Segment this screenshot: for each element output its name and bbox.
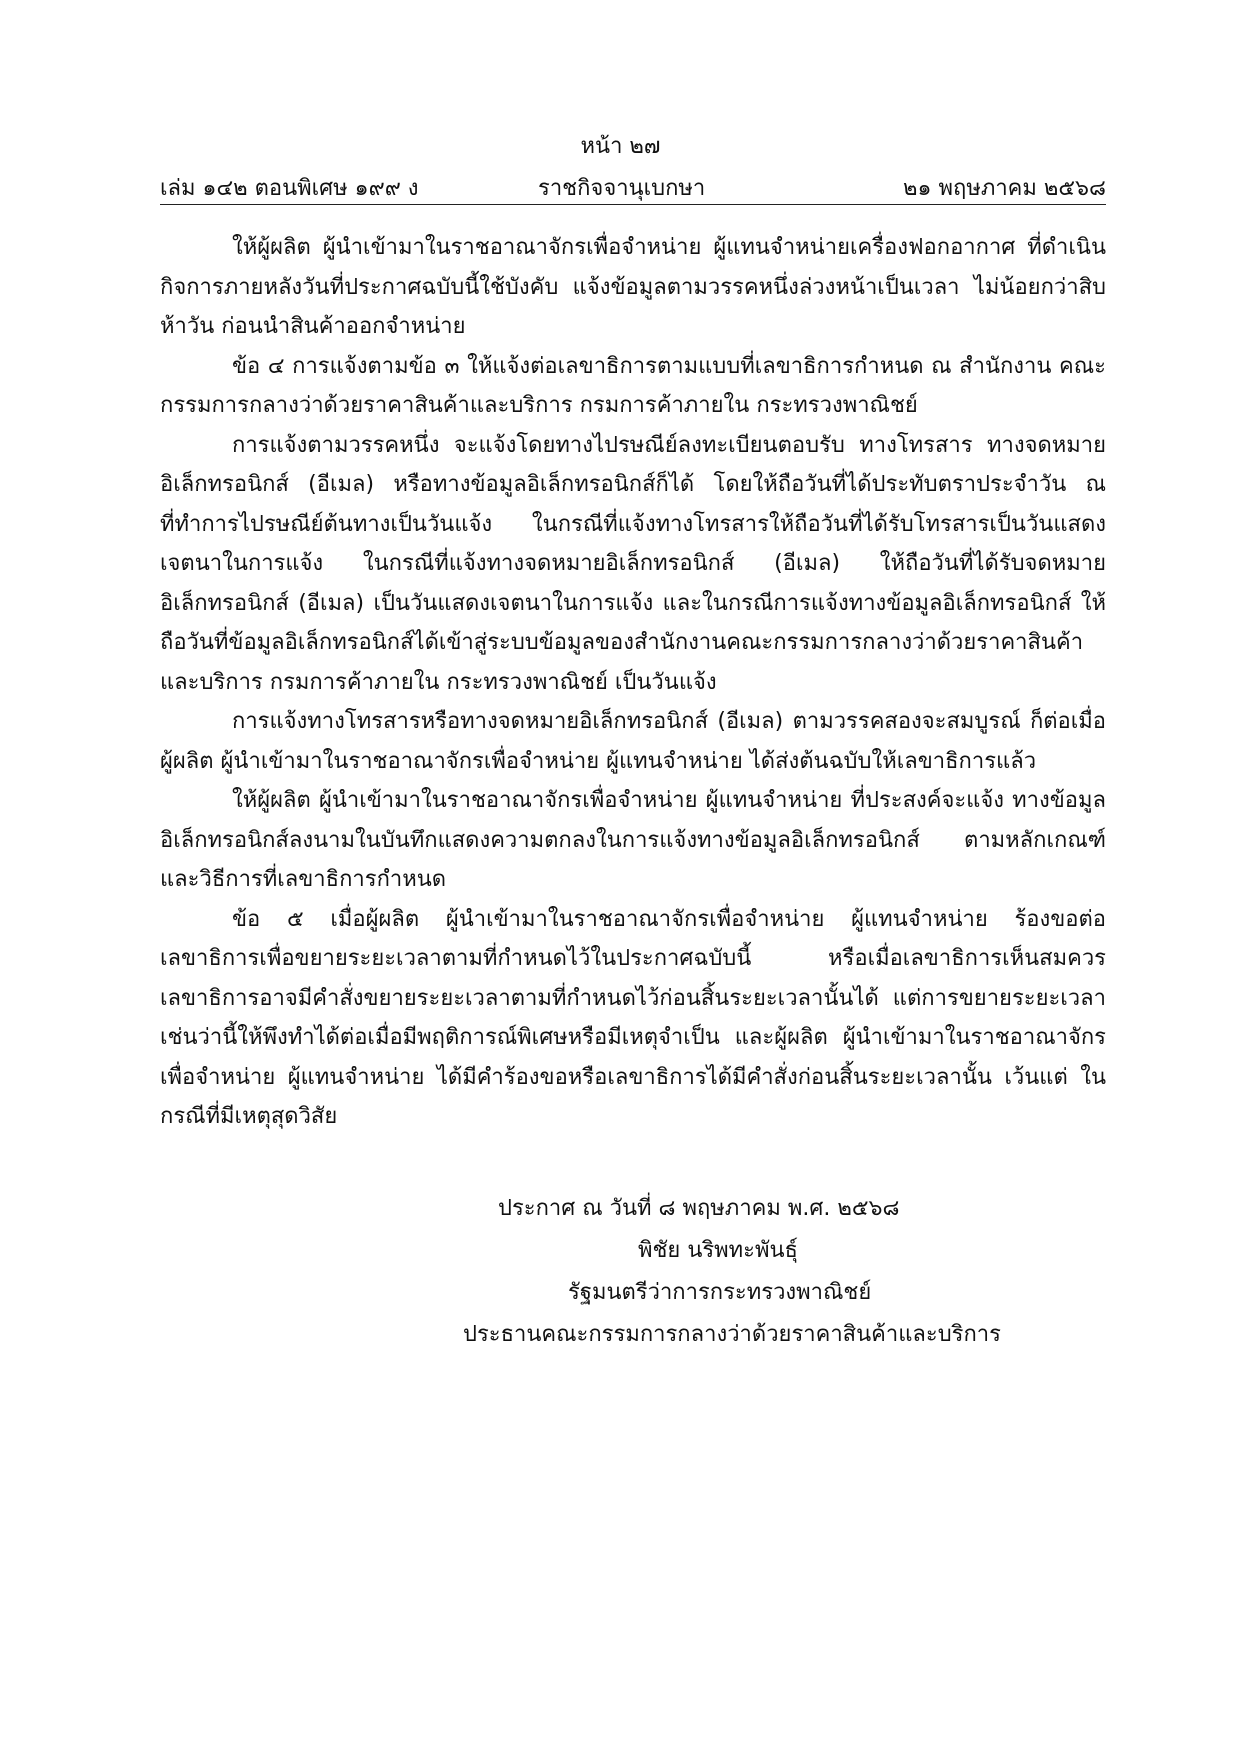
- signatory-position: รัฐมนตรีว่าการกระทรวงพาณิชย์: [568, 1280, 872, 1305]
- document-body: [160, 228, 1106, 1137]
- signatory-name: พิชัย นริพทะพันธุ์: [638, 1238, 798, 1263]
- paragraph: การแจ้งทางโทรสารหรือทางจดหมายอิเล็กทรอนิกส์ (อีเมล) ตามวรรคสองจะสมบูรณ์ ก็ต่อเมื่อผู้ผลิต ผู้นำเข้ามาในราชอาณาจักรเพื่อจำหน่าย ผู้แทนจำหน่าย ได้ส่งต้นฉบับให้เลขาธิการแล้ว: [160, 709, 1106, 774]
- announcement-date: ประกาศ ณ วันที่ ๘ พฤษภาคม พ.ศ. ๒๕๖๘: [498, 1196, 900, 1221]
- volume-info: เล่ม ๑๔๒ ตอนพิเศษ ๑๙๙ ง: [160, 176, 419, 201]
- signatory-position-2: ประธานคณะกรรมการกลางว่าด้วยราคาสินค้าและบริการ: [463, 1322, 1001, 1347]
- page-number: หน้า ๒๗: [580, 134, 661, 159]
- paragraph: ให้ผู้ผลิต ผู้นำเข้ามาในราชอาณาจักรเพื่อจำหน่าย ผู้แทนจำหน่าย ที่ประสงค์จะแจ้ง ทางข้อมูลอิเล็กทรอนิกส์ลงนามในบันทึกแสดงความตกลงในการแจ้งทางข้อมูลอิเล็กทรอนิกส์ ตามหลักเกณฑ์และวิธีการที่เลขาธิการกำหนด: [160, 788, 1106, 892]
- signature-block: [430, 1188, 1030, 1356]
- paragraph: การแจ้งตามวรรคหนึ่ง จะแจ้งโดยทางไปรษณีย์ลงทะเบียนตอบรับ ทางโทรสาร ทางจดหมาย อิเล็กทรอนิกส์ (อีเมล) หรือทางข้อมูลอิเล็กทรอนิกส์ก็ได้ โดยให้ถือวันที่ได้ประทับตราประจำวัน ณ ที่ทำการไปรษณีย์ต้นทางเป็นวันแจ้ง ในกรณีที่แจ้งทางโทรสารให้ถือวันที่ได้รับโทรสารเป็นวันแสดง เจตนาในการแจ้ง ในกรณีที่แจ้งทางจดหมายอิเล็กทรอนิกส์ (อีเมล) ให้ถือวันที่ได้รับจดหมาย อิเล็กทรอนิกส์ (อีเมล) เป็นวันแสดงเจตนาในการแจ้ง และในกรณีการแจ้งทางข้อมูลอิเล็กทรอนิกส์ ให้ถือวันที่ข้อมูลอิเล็กทรอนิกส์ได้เข้าสู่ระบบข้อมูลของสำนักงานคณะกรรมการกลางว่าด้วยราคาสินค้า และบริการ กรมการค้าภายใน กระทรวงพาณิชย์ เป็นวันแจ้ง: [160, 432, 1106, 695]
- paragraph: ให้ผู้ผลิต ผู้นำเข้ามาในราชอาณาจักรเพื่อจำหน่าย ผู้แทนจำหน่ายเครื่องฟอกอากาศ ที่ดำเนินกิจการภายหลังวันที่ประกาศฉบับนี้ใช้บังคับ แจ้งข้อมูลตามวรรคหนึ่งล่วงหน้าเป็นเวลา ไม่น้อยกว่าสิบห้าวัน ก่อนนำสินค้าออกจำหน่าย: [160, 235, 1106, 339]
- paragraph-clause-4: ข้อ ๔ การแจ้งตามข้อ ๓ ให้แจ้งต่อเลขาธิการตามแบบที่เลขาธิการกำหนด ณ สำนักงาน คณะกรรมการกลางว่าด้วยราคาสินค้าและบริการ กรมการค้าภายใน กระทรวงพาณิชย์: [160, 353, 1106, 418]
- paragraph-clause-5: ข้อ ๕ เมื่อผู้ผลิต ผู้นำเข้ามาในราชอาณาจักรเพื่อจำหน่าย ผู้แทนจำหน่าย ร้องขอต่อ เลขาธิการเพื่อขยายระยะเวลาตามที่กำหนดไว้ในประกาศฉบับนี้ หรือเมื่อเลขาธิการเห็นสมควร เลขาธิการอาจมีคำสั่งขยายระยะเวลาตามที่กำหนดไว้ก่อนสิ้นระยะเวลานั้นได้ แต่การขยายระยะเวลา เช่นว่านี้ให้พึงทำได้ต่อเมื่อมีพฤติการณ์พิเศษหรือมีเหตุจำเป็น และผู้ผลิต ผู้นำเข้ามาในราชอาณาจักร เพื่อจำหน่าย ผู้แทนจำหน่าย ได้มีคำร้องขอหรือเลขาธิการได้มีคำสั่งก่อนสิ้นระยะเวลานั้น เว้นแต่ ในกรณีที่มีเหตุสุดวิสัย: [160, 906, 1106, 1129]
- gazette-header: [160, 168, 1106, 205]
- gazette-title: ราชกิจจานุเบกษา: [538, 176, 706, 201]
- publication-date: ๒๑ พฤษภาคม ๒๕๖๘: [903, 176, 1106, 201]
